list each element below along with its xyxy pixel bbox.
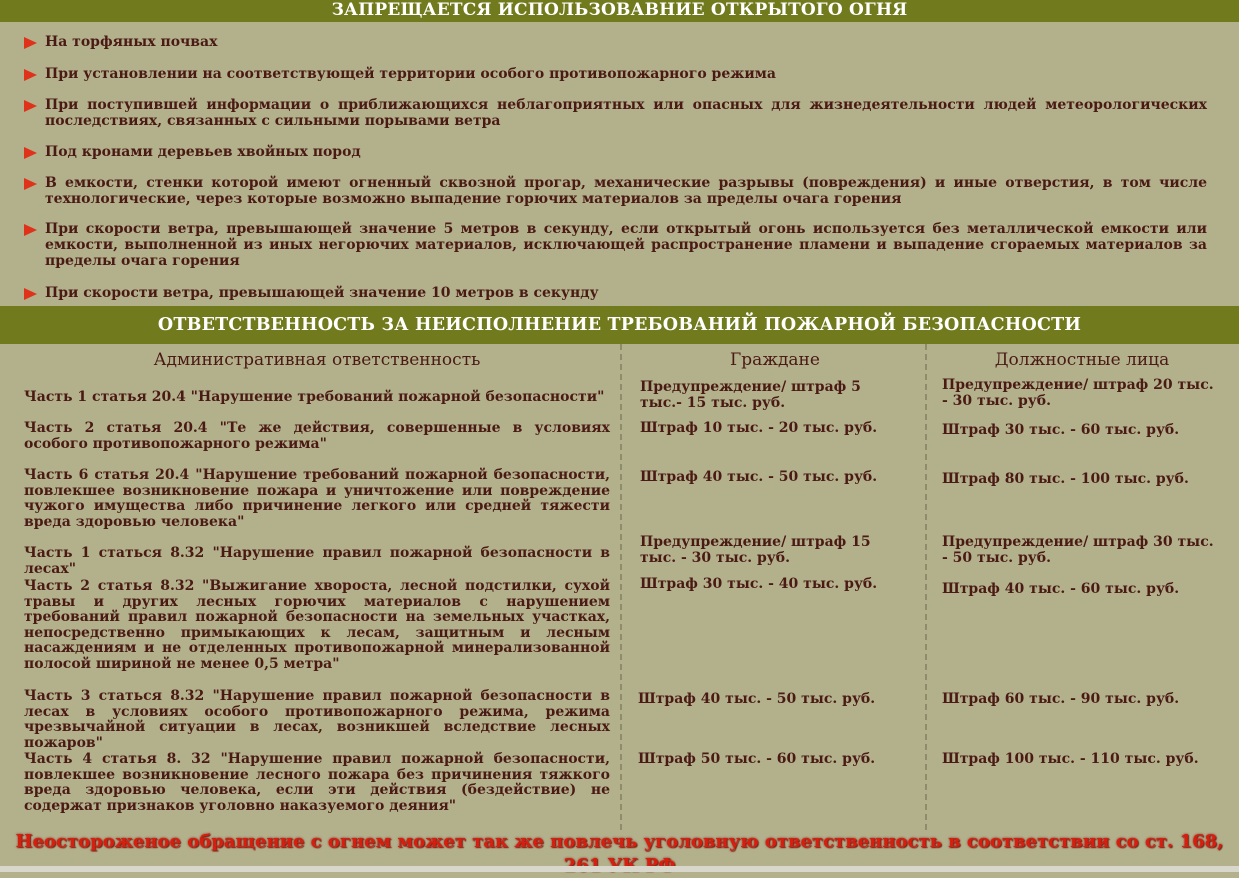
table-row-law: Часть 3 статься 8.32 "Нарушение правил пожарной безопасности в лесах в условиях особого противопожарного режима, режима чрезвычайной ситуации в лесах, возникшей вследствие лесных пожаров" — [24, 688, 610, 751]
table-row-officials: Штраф 60 тыс. - 90 тыс. руб. — [942, 691, 1180, 707]
column-header-officials: Должностные лица — [994, 350, 1170, 370]
table-row-officials: Штраф 40 тыс. - 60 тыс. руб. — [942, 581, 1180, 597]
table-row-citizens: Предупреждение/ штраф 5 тыс.- 15 тыс. руб. — [640, 379, 861, 411]
prohibition-item: При установлении на соответствующей территории особого противопожарного режима — [24, 66, 1207, 82]
bullet-triangle-icon — [24, 100, 37, 112]
table-row-law: Часть 1 статься 8.32 "Нарушение правил пожарной безопасности в лесах" — [24, 545, 610, 577]
prohibition-item: На торфяных почвах — [24, 34, 1207, 50]
table-row-citizens: Штраф 10 тыс. - 20 тыс. руб. — [640, 420, 878, 436]
prohibition-item: При скорости ветра, превышающей значение 10 метров в секунду — [24, 285, 1207, 301]
table-row-law: Часть 2 статья 8.32 "Выжигание хвороста, лесной подстилки, сухой травы и других лесных горючих материалов с нарушением требований правил пожарной безопасности на земельных участках, непосредственно примыкающих к лесам, защитным и лесным насаждениям и не отделенных противопожарной минерализованной полосой шириной не менее 0,5 метра" — [24, 578, 610, 672]
table-row-officials: Штраф 100 тыс. - 110 тыс. руб. — [942, 751, 1199, 767]
table-row-law: Часть 4 статья 8. 32 "Нарушение правил пожарной безопасности, повлекшее возникновение лесного пожара без причинения тяжкого вреда здоровью человека, если эти действия (бездействие) не содержат признаков уголовно наказуемого деяния" — [24, 751, 610, 814]
table-row-officials: Штраф 80 тыс. - 100 тыс. руб. — [942, 471, 1189, 487]
bullet-triangle-icon — [24, 69, 37, 81]
table-row-officials: Штраф 30 тыс. - 60 тыс. руб. — [942, 422, 1180, 438]
prohibition-item: В емкости, стенки которой имеют огненный сквозной прогар, механические разрывы (повреждения) и иные отверстия, в том числе технологические, через которые возможно выпадение горючих материалов за пределы очага горения — [24, 175, 1207, 207]
table-row-citizens: Штраф 40 тыс. - 50 тыс. руб. — [638, 691, 876, 707]
bullet-triangle-icon — [24, 288, 37, 300]
prohibition-item: При поступившей информации о приближающихся неблагоприятных или опасных для жизнедеятельности людей метеорологических последствиях, связанных с сильными порывами ветра — [24, 97, 1207, 129]
table-row-law: Часть 1 статья 20.4 "Нарушение требований пожарной безопасности" — [24, 389, 605, 405]
column-header-citizens: Граждане — [730, 350, 820, 370]
table-row-citizens: Штраф 50 тыс. - 60 тыс. руб. — [638, 751, 876, 767]
bottom-strip — [0, 866, 1239, 872]
prohibition-item: При скорости ветра, превышающей значение 5 метров в секунду, если открытый огонь используется без металлической емкости или емкости, выполненной из иных негорючих материалов, исключающей распространение пламени и выпадение сгораемых материалов за пределы очага горения — [24, 221, 1207, 269]
bullet-triangle-icon — [24, 37, 37, 49]
column-header-administrative: Административная ответственность — [153, 350, 481, 370]
table-row-citizens: Штраф 40 тыс. - 50 тыс. руб. — [640, 469, 878, 485]
table-row-law: Часть 6 статья 20.4 "Нарушение требований пожарной безопасности, повлекшее возникновение пожара и уничтожение или повреждение чужого имущества либо причинение легкого или средней тяжести вреда здоровью человека" — [24, 467, 610, 530]
column-divider — [925, 344, 927, 830]
bullet-triangle-icon — [24, 178, 37, 190]
responsibility-title: ОТВЕТСТВЕННОСТЬ ЗА НЕИСПОЛНЕНИЕ ТРЕБОВАНИЙ ПОЖАРНОЙ БЕЗОПАСНОСТИ — [0, 306, 1239, 344]
table-row-officials: Предупреждение/ штраф 30 тыс. - 50 тыс. руб. — [942, 534, 1214, 566]
criminal-liability-note: Неостороженое обращение с огнем может так же повлечь уголовную ответственность в соответствии со ст. 168, — [15, 831, 1224, 852]
bullet-triangle-icon — [24, 147, 37, 159]
table-row-officials: Предупреждение/ штраф 20 тыс. - 30 тыс. руб. — [942, 377, 1214, 409]
prohibition-item: Под кронами деревьев хвойных пород — [24, 144, 1207, 160]
table-row-citizens: Предупреждение/ штраф 15 тыс. - 30 тыс. руб. — [640, 534, 871, 566]
bullet-triangle-icon — [24, 224, 37, 236]
table-row-law: Часть 2 статья 20.4 "Те же действия, совершенные в условиях особого противопожарного режима" — [24, 420, 610, 452]
column-divider — [620, 344, 622, 830]
prohibition-title: ЗАПРЕЩАЕТСЯ ИСПОЛЬЗОВАВНИЕ ОТКРЫТОГО ОГНЯ — [0, 0, 1239, 22]
table-row-citizens: Штраф 30 тыс. - 40 тыс. руб. — [640, 576, 878, 592]
